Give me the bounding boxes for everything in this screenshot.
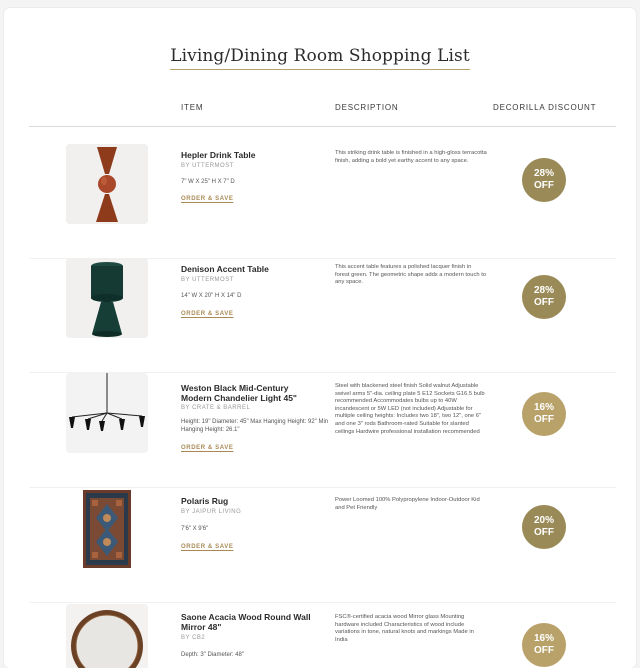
product-brand: BY CRATE & BARREL: [181, 405, 251, 411]
discount-percent: 16%: [533, 633, 554, 644]
product-row: [29, 488, 616, 603]
round-mirror-image[interactable]: [66, 604, 148, 668]
discount-percent: 28%: [533, 168, 554, 179]
product-row: [29, 258, 616, 373]
discount-percent: 28%: [533, 285, 554, 296]
column-header-discount: DECORILLA DISCOUNT: [493, 103, 597, 112]
product-name: Saone Acacia Wood Round Wall Mirror 48": [181, 612, 311, 632]
product-description: This accent table features a polished lacquer finish in forest green. The geometric shape adds a modern touch to any space.: [335, 264, 487, 286]
product-brand: BY JAIPUR LIVING: [181, 509, 242, 515]
order-and-save-link[interactable]: ORDER & SAVE: [181, 445, 234, 451]
product-name: Weston Black Mid-Century Modern Chandelier Light 45": [181, 383, 297, 403]
order-and-save-link[interactable]: ORDER & SAVE: [181, 544, 234, 550]
product-dimensions: 7'6" X 9'6": [181, 526, 209, 532]
discount-percent: 16%: [533, 402, 554, 413]
discount-badge: [522, 392, 566, 436]
product-dimensions: Height: 19" Diameter: 45" Max Hanging Height: 92" Min Hanging Height: 26.1": [181, 419, 329, 433]
product-dimensions: Depth: 3" Diameter: 48": [181, 652, 244, 658]
product-brand: BY UTTERMOST: [181, 163, 234, 169]
order-and-save-link[interactable]: ORDER & SAVE: [181, 196, 234, 202]
product-dimensions: 7" W X 25" H X 7" D: [181, 179, 235, 185]
product-dimensions: 14" W X 20" H X 14" D: [181, 293, 242, 299]
drink-table-image[interactable]: [66, 144, 148, 224]
order-and-save-link[interactable]: ORDER & SAVE: [181, 311, 234, 317]
product-row: [29, 373, 616, 488]
header-divider: [29, 126, 616, 127]
discount-badge: [522, 505, 566, 549]
rug-image[interactable]: [66, 488, 148, 568]
product-description: Steel with blackened steel finish Solid walnut Adjustable swivel arms 5"-dia. ceiling plate 5 E12 Sockets G16.5 bulb recommended Accommodates bulbs up to 40W incandescent or 5W LED (not included) Adjustable for multiple ceiling heights: Includes two 18", two 12", one 6" and one 3" rods Bathroom-rated Suitable for slanted ceilings Hardwire professional installation recommended: [335, 383, 485, 435]
shopping-list-sheet: [4, 8, 636, 668]
product-row: [29, 604, 616, 668]
discount-badge: [522, 158, 566, 202]
discount-off-label: OFF: [534, 180, 554, 191]
discount-off-label: OFF: [534, 414, 554, 425]
product-description: Power Loomed 100% Polypropylene Indoor-Outdoor Kid and Pet Friendly: [335, 497, 480, 511]
discount-off-label: OFF: [534, 645, 554, 656]
row-divider: [29, 602, 616, 603]
discount-off-label: OFF: [534, 297, 554, 308]
discount-badge: [522, 275, 566, 319]
column-header-description: DESCRIPTION: [335, 103, 399, 112]
page-title: Living/Dining Room Shopping List: [4, 46, 636, 70]
discount-off-label: OFF: [534, 527, 554, 538]
product-brand: BY UTTERMOST: [181, 277, 234, 283]
product-name: Hepler Drink Table: [181, 150, 256, 160]
product-description: This striking drink table is finished in a high-gloss terracotta finish, adding a bold yet earthy accent to any space.: [335, 150, 487, 164]
product-row: [29, 144, 616, 259]
chandelier-image[interactable]: [66, 373, 148, 453]
accent-table-image[interactable]: [66, 258, 148, 338]
discount-badge: [522, 623, 566, 667]
product-name: Denison Accent Table: [181, 264, 269, 274]
product-brand: BY CB2: [181, 635, 206, 641]
product-name: Polaris Rug: [181, 496, 229, 506]
discount-percent: 20%: [533, 515, 554, 526]
product-description: FSC®-certified acacia wood Mirror glass Mounting hardware included Characteristics of wood include variations in tone, natural knots and markings Made in India: [335, 614, 474, 643]
column-header-item: ITEM: [181, 103, 204, 112]
